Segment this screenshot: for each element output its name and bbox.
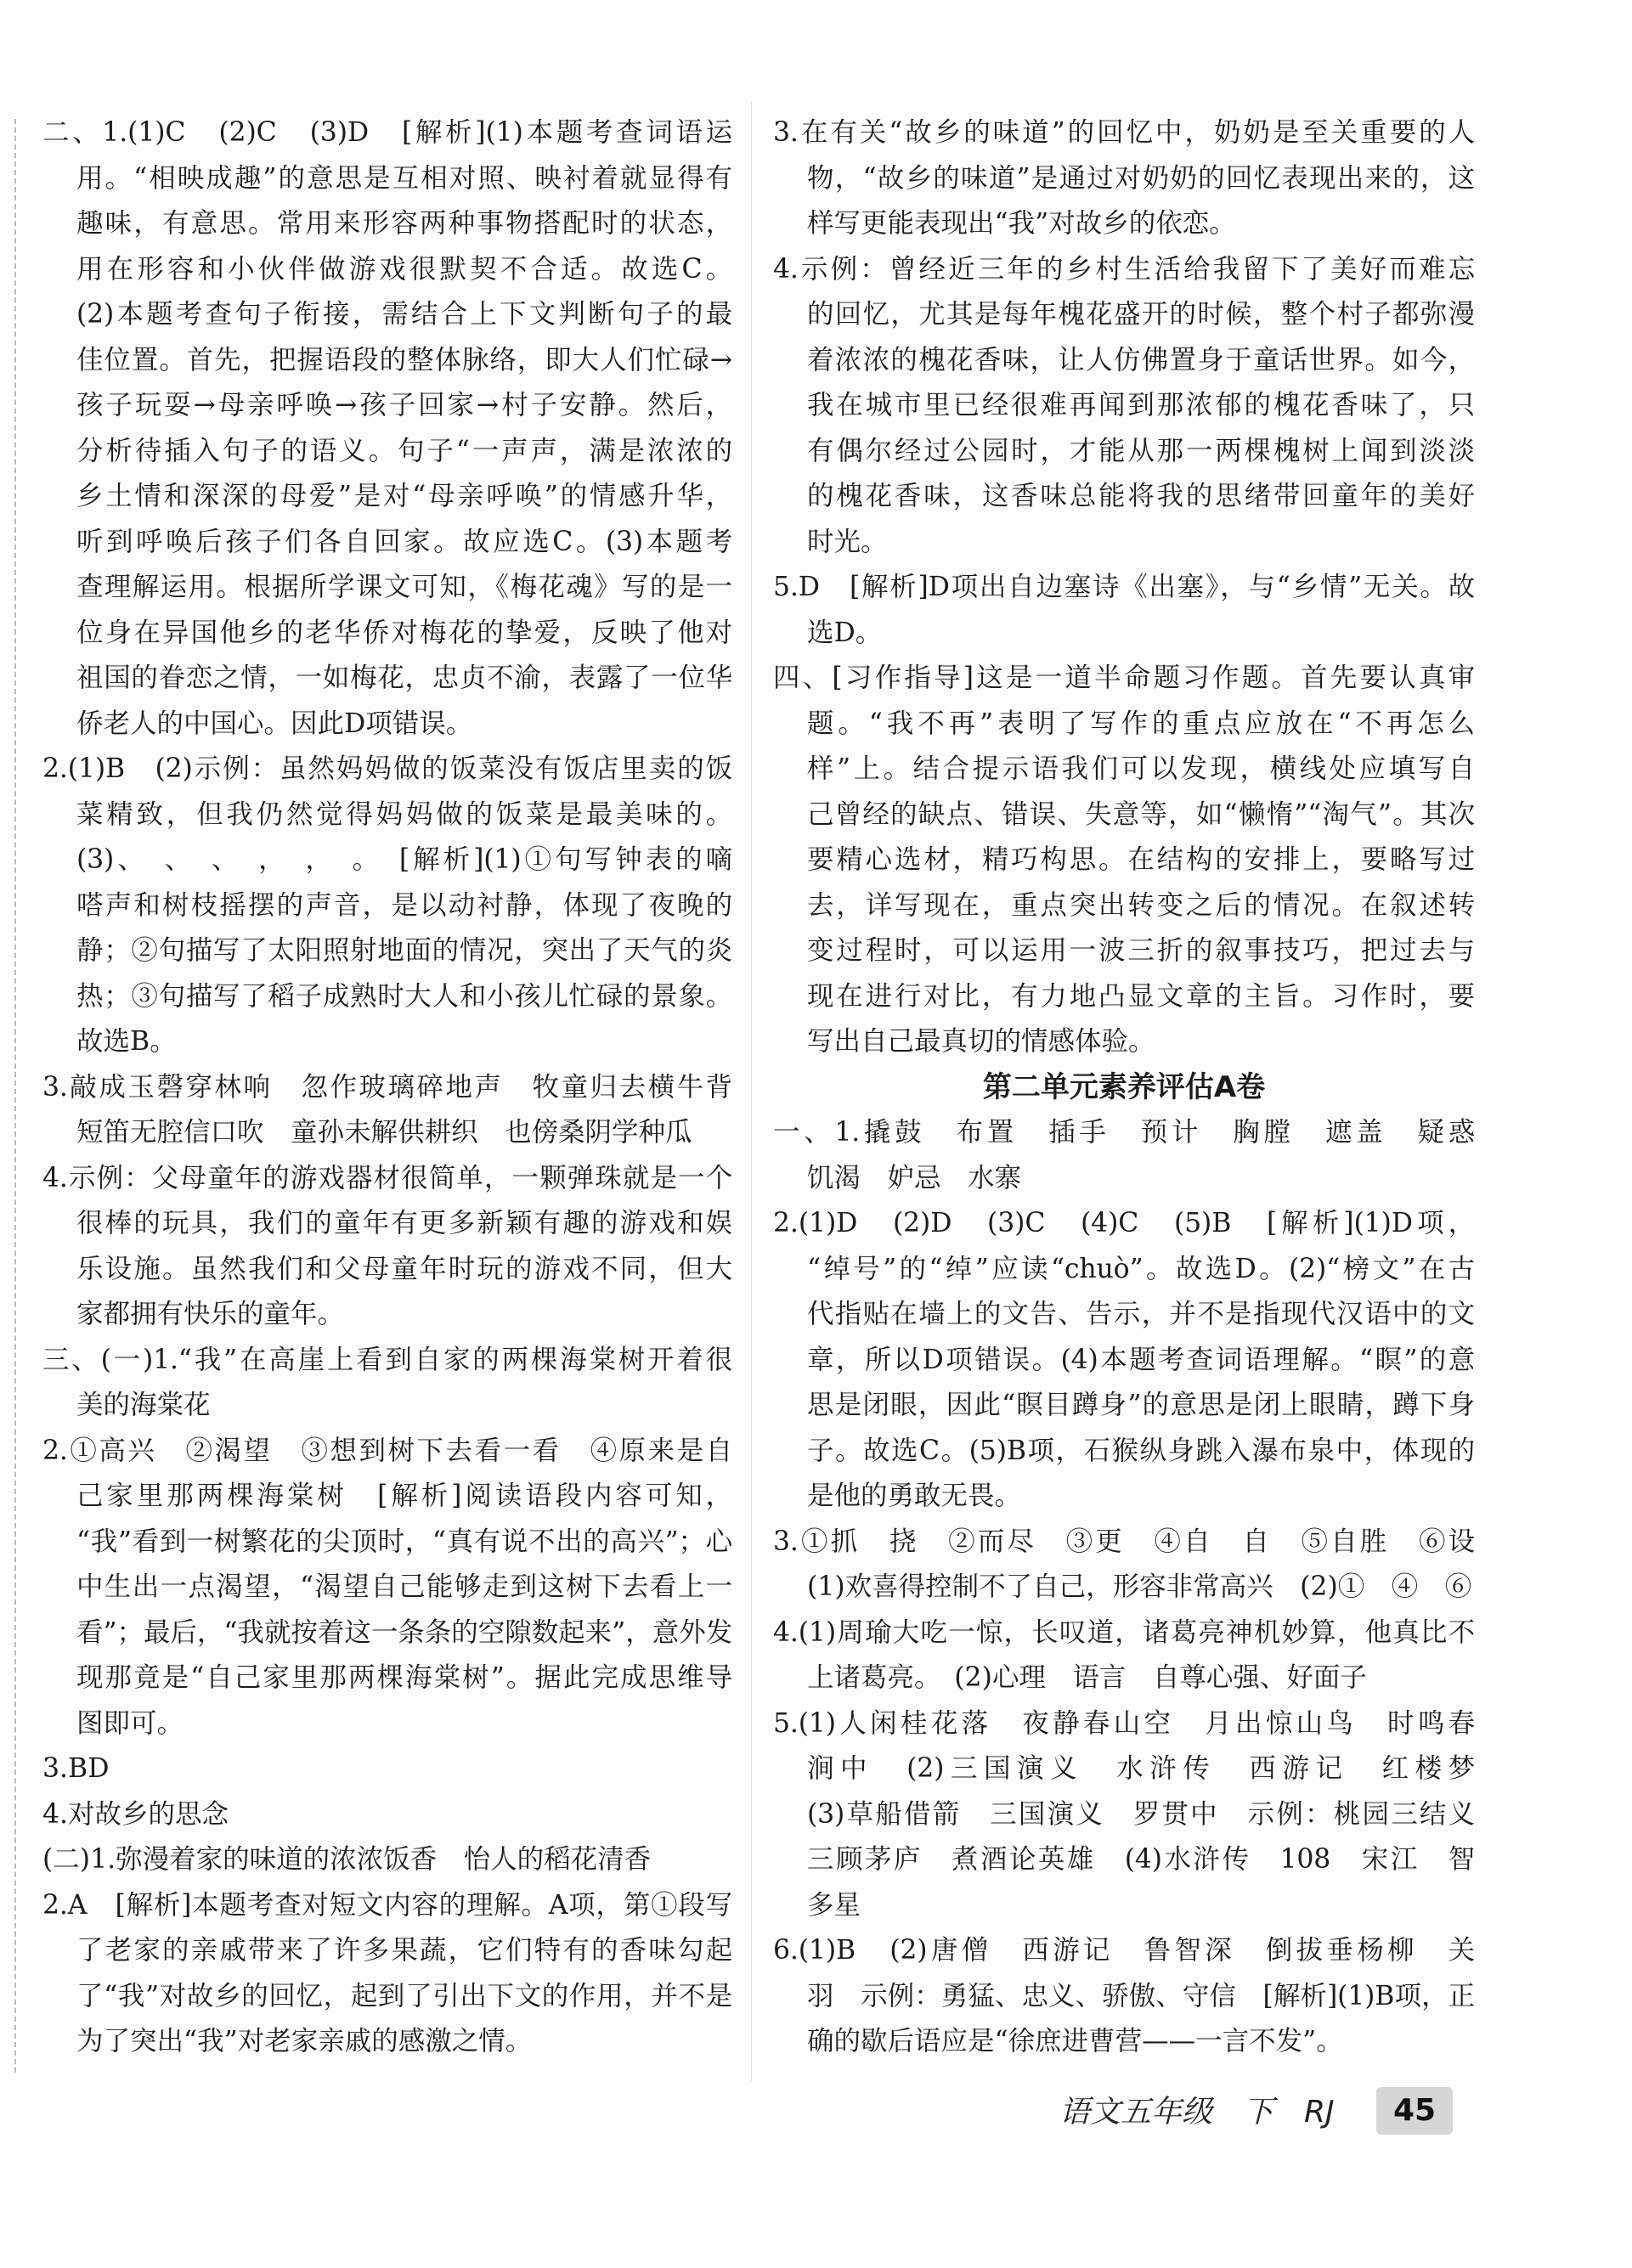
column-divider <box>751 102 752 2081</box>
text-line: 现那竟是“自己家里那两棵海棠树”。据此完成思维导 <box>76 1662 732 1693</box>
answer-paragraph <box>773 656 1475 1065</box>
answer-paragraph <box>42 1883 732 2065</box>
text-line: 家都拥有快乐的童年。 <box>76 1299 345 1329</box>
text-line: 四、[习作指导]这是一道半命题习作题。首先要认真审 <box>773 663 1475 693</box>
text-line: 用。“相映成趣”的意思是互相对照、映衬着就显得有 <box>76 162 732 194</box>
text-line: 题。“我不再”表明了写作的重点应放在“不再怎么 <box>807 708 1475 739</box>
answer-paragraph <box>42 1837 732 1883</box>
text-line: 很棒的玩具，我们的童年有更多新颖有趣的游戏和娱 <box>76 1208 732 1238</box>
text-line: 2.(1)B (2)示例：虽然妈妈做的饭菜没有饭店里卖的饭 <box>42 753 732 784</box>
text-line: 的回忆，尤其是每年槐花盛开的时候，整个村子都弥漫 <box>807 299 1475 330</box>
text-line: 2.①高兴 ②渴望 ③想到树下去看一看 ④原来是自 <box>42 1435 732 1466</box>
text-line: 2.A [解析]本题考查对短文内容的理解。A项，第①段写 <box>42 1889 732 1921</box>
text-line: 饥渴 妒忌 水寨 <box>807 1162 1022 1193</box>
text-line: 一、1.撬鼓 布置 插手 预计 胸膛 遮盖 疑惑 <box>773 1117 1475 1148</box>
text-line: 我在城市里已经很难再闻到那浓郁的槐花香味了，只 <box>807 390 1475 420</box>
text-line: 为了突出“我”对老家亲戚的感激之情。 <box>76 2026 533 2056</box>
text-line: 5.D [解析]D项出自边塞诗《出塞》，与“乡情”无关。故 <box>773 572 1475 602</box>
text-line: 要精心选材，精巧构思。在结构的安排上，要略写过 <box>807 844 1475 875</box>
left-column <box>42 110 732 2065</box>
text-line: 短笛无腔信口吹 童孙未解供耕织 也傍桑阴学种瓜 <box>76 1117 692 1148</box>
text-line: 选D。 <box>807 617 883 648</box>
answer-paragraph <box>773 110 1475 247</box>
section-heading: 第二单元素养评估A卷 <box>982 1069 1266 1104</box>
text-line: 4.对故乡的思念 <box>42 1798 229 1830</box>
text-line: 嗒声和树枝摇摆的声音，是以动衬静，体现了夜晚的 <box>76 889 732 921</box>
text-line: 乐设施。虽然我们和父母童年时玩的游戏不同，但大 <box>76 1253 732 1284</box>
text-line: 听到呼唤后孩子们各自回家。故应选C。(3)本题考 <box>76 526 732 557</box>
text-line: 上诸葛亮。 (2)心理 语言 自尊心强、好面子 <box>807 1662 1367 1693</box>
text-line: 变过程时，可以运用一波三折的叙事技巧，把过去与 <box>807 935 1475 966</box>
answer-paragraph <box>773 1110 1475 1201</box>
answer-paragraph <box>42 1746 732 1792</box>
text-line: (二)1.弥漫着家的味道的浓浓饭香 怡人的稻花清香 <box>42 1844 652 1875</box>
text-line: 3.①抓 挠 ②而尽 ③更 ④自 自 ⑤自胜 ⑥设 <box>773 1526 1475 1557</box>
text-line: 趣味，有意思。常用来形容两种事物搭配时的状态， <box>76 208 732 239</box>
text-line: 羽 示例：勇猛、忠义、骄傲、守信 [解析](1)B项，正 <box>807 1980 1475 2011</box>
text-line: 确的歇后语应是“徐庶进曹营——一言不发”。 <box>807 2026 1343 2056</box>
text-line: 现在进行对比，有力地凸显文章的主旨。习作时，要 <box>807 980 1475 1012</box>
text-line: 4.示例：父母童年的游戏器材很简单，一颗弹珠就是一个 <box>42 1162 732 1193</box>
text-line: 静；②句描写了太阳照射地面的情况，突出了天气的炎 <box>76 935 732 966</box>
text-line: 代指贴在墙上的文告、告示，并不是指现代汉语中的文 <box>807 1299 1475 1329</box>
answer-paragraph <box>773 1611 1475 1701</box>
text-line: (3)、 、 、 ， ， 。 [解析](1)①句写钟表的嘀 <box>76 844 732 875</box>
answer-paragraph <box>773 247 1475 566</box>
text-line: 3.敲成玉磬穿林响 忽作玻璃碎地声 牧童归去横牛背 <box>42 1071 732 1103</box>
text-line: 侨老人的中国心。因此D项错误。 <box>76 708 473 739</box>
text-line: 6.(1)B (2)唐僧 西游记 鲁智深 倒拔垂杨柳 关 <box>773 1935 1475 1966</box>
text-line: 去，详写现在，重点突出转变之后的情况。在叙述转 <box>807 889 1475 921</box>
text-line: 着浓浓的槐花香味，让人仿佛置身于童话世界。如今， <box>807 344 1475 375</box>
text-line: 是他的勇敢无畏。 <box>807 1481 1022 1511</box>
text-line: (2)本题考查句子衔接，需结合上下文判断句子的最 <box>76 299 732 330</box>
answer-paragraph <box>773 565 1475 656</box>
text-line: 的槐花香味，这香味总能将我的思绪带回童年的美好 <box>807 481 1475 511</box>
answer-paragraph <box>773 1065 1475 1111</box>
answer-paragraph <box>42 1065 732 1156</box>
text-line: 物，“故乡的味道”是通过对奶奶的回忆表现出来的，这 <box>807 162 1475 194</box>
text-line: (3)草船借箭 三国演义 罗贯中 示例：桃园三结义 <box>807 1798 1475 1830</box>
right-column <box>773 110 1475 2065</box>
answer-paragraph <box>42 1338 732 1429</box>
answer-paragraph <box>42 1792 732 1838</box>
text-line: 了老家的亲戚带来了许多果蔬，它们特有的香味勾起 <box>76 1935 732 1966</box>
book-label: 语文五年级 下 RJ <box>1059 2095 1335 2130</box>
text-line: 乡土情和深深的母爱”是对“母亲呼唤”的情感升华， <box>76 481 732 511</box>
text-line: 中生出一点渴望，“渴望自己能够走到这树下去看上一 <box>76 1571 732 1602</box>
text-line: 己曾经的缺点、错误、失意等，如“懒惰”“淘气”。其次 <box>807 798 1475 830</box>
answer-paragraph <box>42 110 732 747</box>
text-line: 2.(1)D (2)D (3)C (4)C (5)B [解析](1)D项， <box>773 1208 1475 1238</box>
text-line: 美的海棠花 <box>76 1390 211 1420</box>
text-line: 分析待插入句子的语义。句子“一声声，满是浓浓的 <box>76 435 732 466</box>
text-line: 己家里那两棵海棠树 [解析]阅读语段内容可知， <box>76 1481 732 1511</box>
text-line: 看”；最后，“我就按着这一条条的空隙数起来”，意外发 <box>76 1616 732 1648</box>
page-number: 45 <box>1376 2087 1453 2135</box>
text-line: 样写更能表现出“我”对故乡的依恋。 <box>807 208 1236 239</box>
text-line: 二、1.(1)C (2)C (3)D [解析](1)本题考查词语运 <box>42 117 732 148</box>
answer-paragraph <box>773 1520 1475 1611</box>
text-line: 子。故选C。(5)B项，石猴纵身跳入瀑布泉中，体现的 <box>807 1435 1475 1466</box>
text-line: 样”上。结合提示语我们可以发现，横线处应填写自 <box>807 753 1475 784</box>
text-line: 三、(一)1.“我”在高崖上看到自家的两棵海棠树开着很 <box>42 1344 732 1375</box>
text-line: 了“我”对故乡的回忆，起到了引出下文的作用，并不是 <box>76 1980 732 2011</box>
text-line: 思是闭眼，因此“瞑目蹲身”的意思是闭上眼睛，蹲下身 <box>807 1390 1475 1420</box>
text-line: 3.BD <box>42 1753 110 1784</box>
text-line: “绰号”的“绰”应读“chuò”。故选D。(2)“榜文”在古 <box>807 1253 1475 1284</box>
answer-paragraph <box>42 1429 732 1747</box>
text-line: “我”看到一树繁花的尖顶时，“真有说不出的高兴”；心 <box>76 1526 732 1557</box>
text-line: 热；③句描写了稻子成熟时大人和小孩儿忙碌的景象。 <box>76 980 732 1012</box>
text-line: 涧中 (2)三国演义 水浒传 西游记 红楼梦 <box>807 1753 1475 1784</box>
text-line: 3.在有关“故乡的味道”的回忆中，奶奶是至关重要的人 <box>773 117 1475 148</box>
answer-paragraph <box>773 1701 1475 1929</box>
answer-paragraph <box>773 1201 1475 1520</box>
text-line: 图即可。 <box>76 1707 184 1739</box>
text-line: 5.(1)人闲桂花落 夜静春山空 月出惊山鸟 时鸣春 <box>773 1707 1475 1739</box>
text-line: 查理解运用。根据所学课文可知，《梅花魂》写的是一 <box>76 572 732 602</box>
text-line: 故选B。 <box>76 1026 177 1057</box>
text-line: 多星 <box>807 1889 861 1921</box>
text-line: 孩子玩耍→母亲呼唤→孩子回家→村子安静。然后， <box>76 390 732 420</box>
left-margin-dashed-rule <box>14 119 16 2073</box>
text-line: 章，所以D项错误。(4)本题考查词语理解。“瞑”的意 <box>807 1344 1475 1375</box>
text-line: 写出自己最真切的情感体验。 <box>807 1026 1155 1057</box>
answer-paragraph <box>42 1156 732 1338</box>
text-line: 用在形容和小伙伴做游戏很默契不合适。故选C。 <box>76 253 732 285</box>
text-line: (1)欢喜得控制不了自己，形容非常高兴 (2)① ④ ⑥ <box>807 1571 1472 1602</box>
text-line: 三顾茅庐 煮酒论英雄 (4)水浒传 108 宋江 智 <box>807 1844 1475 1875</box>
answer-paragraph <box>773 1928 1475 2065</box>
text-line: 时光。 <box>807 526 888 557</box>
text-line: 有偶尔经过公园时，才能从那一两棵槐树上闻到淡淡 <box>807 435 1475 466</box>
text-line: 菜精致，但我仍然觉得妈妈做的饭菜是最美味的。 <box>76 798 732 830</box>
text-line: 4.示例：曾经近三年的乡村生活给我留下了美好而难忘 <box>773 253 1475 285</box>
answer-paragraph <box>42 747 732 1065</box>
text-line: 位身在异国他乡的老华侨对梅花的挚爱，反映了他对 <box>76 617 732 648</box>
text-line: 佳位置。首先，把握语段的整体脉络，即大人们忙碌→ <box>76 344 732 375</box>
text-line: 4.(1)周瑜大吃一惊，长叹道，诸葛亮神机妙算，他真比不 <box>773 1616 1475 1648</box>
text-line: 祖国的眷恋之情，一如梅花，忠贞不渝，表露了一位华 <box>76 663 732 693</box>
